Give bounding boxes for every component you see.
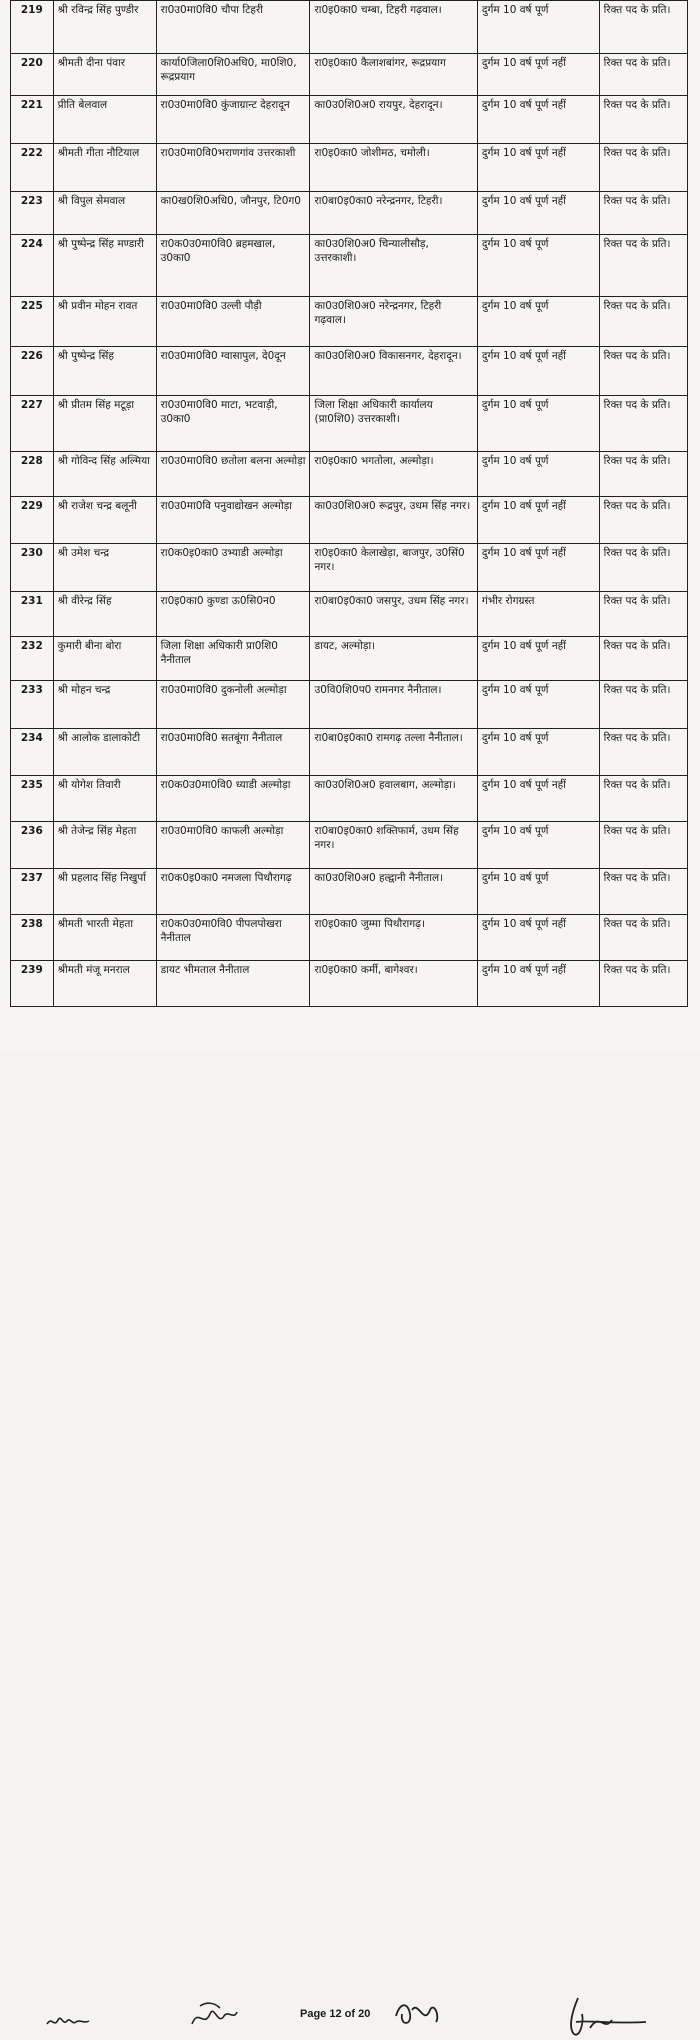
new-posting-cell: रा0इ0का0 चम्बा, टिहरी गढ़वाल। [310, 1, 477, 54]
serial-number-cell: 227 [11, 396, 54, 452]
employee-name-cell: श्री पुष्पेन्द्र सिंह [53, 347, 156, 396]
remark-cell: रिक्त पद के प्रति। [599, 235, 687, 297]
current-posting-cell: रा0क0उ0मा0वि0 ब्रहमखाल, उ0का0 [156, 235, 310, 297]
transfer-reason-cell: दुर्गम 10 वर्ष पूर्ण [477, 681, 599, 729]
employee-name-cell: श्री रविन्द्र सिंह पुण्डीर [53, 1, 156, 54]
employee-name-cell: श्री योगेश तिवारी [53, 776, 156, 822]
remark-cell: रिक्त पद के प्रति। [599, 452, 687, 497]
serial-number-cell: 231 [11, 592, 54, 637]
serial-number-cell: 230 [11, 544, 54, 592]
employee-name-cell: कुमारी बीना बोरा [53, 637, 156, 681]
transfer-reason-cell: दुर्गम 10 वर्ष पूर्ण नहीं [477, 192, 599, 235]
employee-name-cell: श्रीमती भारती मेहता [53, 915, 156, 961]
employee-name-cell: श्री मोहन चन्द्र [53, 681, 156, 729]
serial-number-cell: 237 [11, 869, 54, 915]
new-posting-cell: रा0इ0का0 कर्मी, बागेश्वर। [310, 961, 477, 1007]
table-row [11, 347, 688, 396]
employee-name-cell: श्रीमती दीना पंवार [53, 54, 156, 96]
table-row [11, 235, 688, 297]
transfer-table [10, 0, 688, 1007]
new-posting-cell: का0उ0शि0अ0 हल्द्वानी नैनीताल। [310, 869, 477, 915]
employee-name-cell: श्री पुष्पेन्द्र सिंह मण्डारी [53, 235, 156, 297]
remark-cell: रिक्त पद के प्रति। [599, 592, 687, 637]
current-posting-cell: रा0उ0मा0वि0 दुकनोली अल्मोड़ा [156, 681, 310, 729]
new-posting-cell: रा0बा0इ0का0 जसपुर, उधम सिंह नगर। [310, 592, 477, 637]
table-row [11, 915, 688, 961]
employee-name-cell: श्रीमती गीता नौटियाल [53, 144, 156, 192]
serial-number-cell: 224 [11, 235, 54, 297]
new-posting-cell: डायट, अल्मोड़ा। [310, 637, 477, 681]
signature-2 [188, 1998, 240, 2032]
current-posting-cell: रा0उ0मा0वि0 ग्वासापुल, दे0दून [156, 347, 310, 396]
serial-number-cell: 221 [11, 96, 54, 144]
serial-number-cell: 223 [11, 192, 54, 235]
transfer-reason-cell: दुर्गम 10 वर्ष पूर्ण [477, 396, 599, 452]
transfer-reason-cell: दुर्गम 10 वर्ष पूर्ण नहीं [477, 96, 599, 144]
current-posting-cell: रा0क0उ0मा0वि0 ध्याडी अल्मोड़ा [156, 776, 310, 822]
remark-cell: रिक्त पद के प्रति। [599, 396, 687, 452]
serial-number-cell: 225 [11, 297, 54, 347]
remark-cell: रिक्त पद के प्रति। [599, 776, 687, 822]
transfer-reason-cell: दुर्गम 10 वर्ष पूर्ण नहीं [477, 915, 599, 961]
transfer-reason-cell: दुर्गम 10 वर्ष पूर्ण नहीं [477, 144, 599, 192]
transfer-reason-cell: दुर्गम 10 वर्ष पूर्ण [477, 452, 599, 497]
transfer-reason-cell: दुर्गम 10 वर्ष पूर्ण [477, 297, 599, 347]
current-posting-cell: रा0क0इ0का0 उभ्याडी अल्मोड़ा [156, 544, 310, 592]
signature-1 [44, 2010, 92, 2032]
current-posting-cell: रा0उ0मा0वि0 सतबूंगा नैनीताल [156, 729, 310, 776]
new-posting-cell: रा0इ0का0 केलाखेड़ा, बाजपुर, उ0सिं0 नगर। [310, 544, 477, 592]
table-row [11, 681, 688, 729]
serial-number-cell: 219 [11, 1, 54, 54]
new-posting-cell: रा0बा0इ0का0 शक्तिफार्म, उधम सिंह नगर। [310, 822, 477, 869]
remark-cell: रिक्त पद के प्रति। [599, 144, 687, 192]
serial-number-cell: 233 [11, 681, 54, 729]
transfer-reason-cell: दुर्गम 10 वर्ष पूर्ण नहीं [477, 347, 599, 396]
serial-number-cell: 222 [11, 144, 54, 192]
remark-cell: रिक्त पद के प्रति। [599, 96, 687, 144]
new-posting-cell: रा0बा0इ0का0 नरेन्द्रनगर, टिहरी। [310, 192, 477, 235]
table-row [11, 452, 688, 497]
employee-name-cell: श्री तेजेन्द्र सिंह मेहता [53, 822, 156, 869]
page-number: Page 12 of 20 [300, 2008, 371, 2020]
new-posting-cell: रा0इ0का0 कैलाशबांगर, रूद्रप्रयाग [310, 54, 477, 96]
current-posting-cell: रा0क0उ0मा0वि0 पीपलपोखरा नैनीताल [156, 915, 310, 961]
remark-cell: रिक्त पद के प्रति। [599, 961, 687, 1007]
new-posting-cell: का0उ0शि0अ0 रूद्रपुर, उधम सिंह नगर। [310, 497, 477, 544]
transfer-reason-cell: दुर्गम 10 वर्ष पूर्ण [477, 235, 599, 297]
remark-cell: रिक्त पद के प्रति। [599, 869, 687, 915]
transfer-reason-cell: गंभीर रोगग्रस्त [477, 592, 599, 637]
new-posting-cell: का0उ0शि0अ0 रायपुर, देहरादून। [310, 96, 477, 144]
remark-cell: रिक्त पद के प्रति। [599, 729, 687, 776]
employee-name-cell: श्री प्रीतम सिंह मटूड़ा [53, 396, 156, 452]
transfer-reason-cell: दुर्गम 10 वर्ष पूर्ण नहीं [477, 776, 599, 822]
serial-number-cell: 226 [11, 347, 54, 396]
current-posting-cell: कार्या0जिला0शि0अधि0, मा0शि0, रूद्रप्रयाग [156, 54, 310, 96]
current-posting-cell: रा0उ0मा0वि0 कुंजाग्रान्ट देहरादून [156, 96, 310, 144]
current-posting-cell: का0ख0शि0अधि0, जौनपुर, टि0ग0 [156, 192, 310, 235]
signature-4 [560, 1992, 650, 2040]
new-posting-cell: का0उ0शि0अ0 विकासनगर, देहरादून। [310, 347, 477, 396]
table-row [11, 544, 688, 592]
transfer-reason-cell: दुर्गम 10 वर्ष पूर्ण [477, 822, 599, 869]
remark-cell: रिक्त पद के प्रति। [599, 347, 687, 396]
transfer-table-body [11, 1, 688, 1007]
table-row [11, 144, 688, 192]
table-row [11, 192, 688, 235]
remark-cell: रिक्त पद के प्रति। [599, 54, 687, 96]
transfer-reason-cell: दुर्गम 10 वर्ष पूर्ण नहीं [477, 544, 599, 592]
table-row [11, 869, 688, 915]
current-posting-cell: रा0उ0मा0वि0 छतोला बलना अल्मोड़ा [156, 452, 310, 497]
table-row [11, 822, 688, 869]
employee-name-cell: श्री गोविन्द सिंह अल्मिया [53, 452, 156, 497]
table-row [11, 592, 688, 637]
remark-cell: रिक्त पद के प्रति। [599, 297, 687, 347]
table-row [11, 637, 688, 681]
transfer-reason-cell: दुर्गम 10 वर्ष पूर्ण नहीं [477, 54, 599, 96]
serial-number-cell: 228 [11, 452, 54, 497]
current-posting-cell: रा0उ0मा0वि0 काफली अल्मोड़ा [156, 822, 310, 869]
remark-cell: रिक्त पद के प्रति। [599, 497, 687, 544]
new-posting-cell: रा0इ0का0 जुम्मा पिथौरागढ़। [310, 915, 477, 961]
employee-name-cell: श्री प्रहलाद सिंह निखुर्पा [53, 869, 156, 915]
signature-3 [390, 1996, 442, 2032]
serial-number-cell: 239 [11, 961, 54, 1007]
current-posting-cell: रा0उ0मा0वि0भराणगांव उत्तरकाशी [156, 144, 310, 192]
employee-name-cell: श्री उमेश चन्द्र [53, 544, 156, 592]
new-posting-cell: रा0इ0का0 जोशीमठ, चमोली। [310, 144, 477, 192]
transfer-reason-cell: दुर्गम 10 वर्ष पूर्ण नहीं [477, 637, 599, 681]
transfer-reason-cell: दुर्गम 10 वर्ष पूर्ण [477, 1, 599, 54]
serial-number-cell: 229 [11, 497, 54, 544]
transfer-reason-cell: दुर्गम 10 वर्ष पूर्ण नहीं [477, 961, 599, 1007]
table-row [11, 497, 688, 544]
page-footer [0, 1000, 700, 2020]
new-posting-cell: रा0बा0इ0का0 रामगढ़ तल्ला नैनीताल। [310, 729, 477, 776]
employee-name-cell: श्री प्रवीन मोहन रावत [53, 297, 156, 347]
current-posting-cell: रा0क0इ0का0 नमजला पिथौरागढ़ [156, 869, 310, 915]
current-posting-cell: डायट भीमताल नैनीताल [156, 961, 310, 1007]
remark-cell: रिक्त पद के प्रति। [599, 544, 687, 592]
employee-name-cell: श्री राजेश चन्द्र बलूनी [53, 497, 156, 544]
employee-name-cell: श्री आलोक डालाकोटी [53, 729, 156, 776]
serial-number-cell: 236 [11, 822, 54, 869]
serial-number-cell: 238 [11, 915, 54, 961]
new-posting-cell: जिला शिक्षा अधिकारी कार्यालय (प्रा0शि0) उत्तरकाशी। [310, 396, 477, 452]
employee-name-cell: श्रीमती मंजू मनराल [53, 961, 156, 1007]
serial-number-cell: 220 [11, 54, 54, 96]
serial-number-cell: 234 [11, 729, 54, 776]
table-row [11, 396, 688, 452]
table-row [11, 96, 688, 144]
new-posting-cell: का0उ0शि0अ0 चिन्यालीसौड़, उत्तरकाशी। [310, 235, 477, 297]
new-posting-cell: रा0इ0का0 भगतोला, अल्मोड़ा। [310, 452, 477, 497]
table-row [11, 297, 688, 347]
remark-cell: रिक्त पद के प्रति। [599, 1, 687, 54]
current-posting-cell: रा0उ0मा0वि0 उल्ली पौड़ी [156, 297, 310, 347]
transfer-reason-cell: दुर्गम 10 वर्ष पूर्ण [477, 869, 599, 915]
new-posting-cell: उ0वि0शि0प0 रामनगर नैनीताल। [310, 681, 477, 729]
table-row [11, 729, 688, 776]
current-posting-cell: रा0उ0मा0वि पनुवाद्योखन अल्मोड़ा [156, 497, 310, 544]
employee-name-cell: श्री वीरेन्द्र सिंह [53, 592, 156, 637]
transfer-reason-cell: दुर्गम 10 वर्ष पूर्ण नहीं [477, 497, 599, 544]
current-posting-cell: रा0उ0मा0वि0 चौपा टिहरी [156, 1, 310, 54]
table-row [11, 1, 688, 54]
current-posting-cell: रा0उ0मा0वि0 माटा, भटवाड़ी, उ0का0 [156, 396, 310, 452]
new-posting-cell: का0उ0शि0अ0 नरेन्द्रनगर, टिहरी गढ़वाल। [310, 297, 477, 347]
transfer-reason-cell: दुर्गम 10 वर्ष पूर्ण [477, 729, 599, 776]
remark-cell: रिक्त पद के प्रति। [599, 915, 687, 961]
remark-cell: रिक्त पद के प्रति। [599, 192, 687, 235]
serial-number-cell: 232 [11, 637, 54, 681]
table-row [11, 776, 688, 822]
remark-cell: रिक्त पद के प्रति। [599, 637, 687, 681]
remark-cell: रिक्त पद के प्रति। [599, 681, 687, 729]
remark-cell: रिक्त पद के प्रति। [599, 822, 687, 869]
serial-number-cell: 235 [11, 776, 54, 822]
table-row [11, 54, 688, 96]
new-posting-cell: का0उ0शि0अ0 हवालबाग, अल्मोड़ा। [310, 776, 477, 822]
current-posting-cell: जिला शिक्षा अधिकारी प्रा0शि0 नैनीताल [156, 637, 310, 681]
employee-name-cell: प्रीति बेलवाल [53, 96, 156, 144]
employee-name-cell: श्री विपुल सेमवाल [53, 192, 156, 235]
current-posting-cell: रा0इ0का0 कुण्डा ऊ0सि0न0 [156, 592, 310, 637]
